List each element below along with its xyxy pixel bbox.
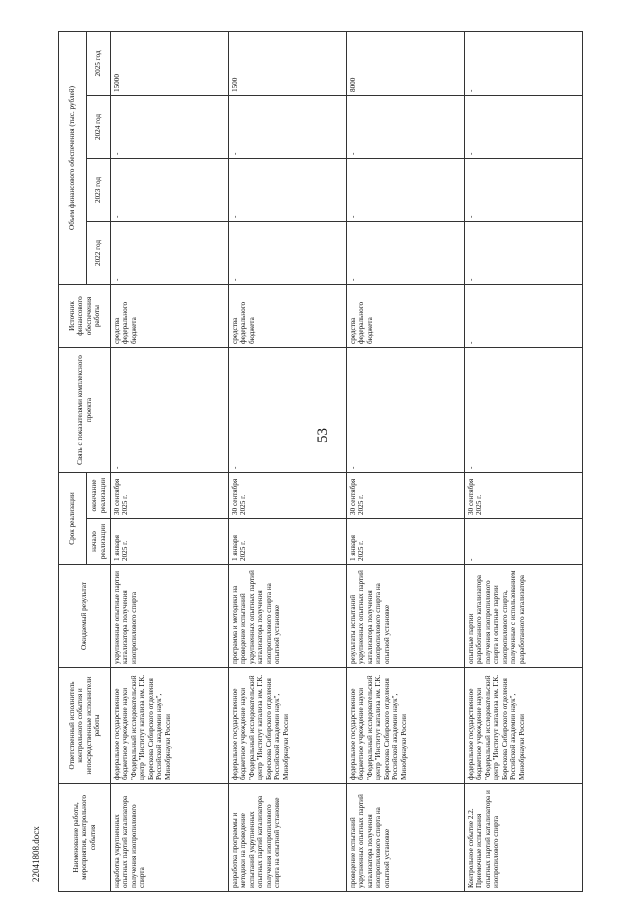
header-term-start: начало реализации bbox=[87, 519, 111, 565]
header-executor: Ответственный исполнитель контрольного события и непосредственные исполнители работы bbox=[59, 668, 111, 784]
cell-term-start: 1 января 2025 г. bbox=[229, 519, 347, 565]
cell-year-2023: - bbox=[347, 159, 465, 222]
cell-work-name: наработка укрупненных опытных партий катализатора получения изопропилового спирта bbox=[111, 784, 229, 892]
cell-executor: федеральное государственное бюджетное учреждение науки "Федеральный исследовательский центр "Институт катализа им. Г.К. Борескова Сибирского отделения Российской академии наук", Минобрнауки России bbox=[465, 668, 583, 784]
table-body bbox=[111, 31, 583, 891]
table-row bbox=[229, 31, 347, 891]
cell-link: - bbox=[111, 348, 229, 473]
header-year-2022: 2022 год bbox=[87, 222, 111, 285]
cell-year-2024: - bbox=[347, 96, 465, 159]
cell-year-2025: - bbox=[465, 31, 583, 95]
cell-work-name: разработка программы и методики на проведение испытаний укрупненных опытных партий катализатора получения изопропилового спирта на опытной установке bbox=[229, 784, 347, 892]
cell-year-2024: - bbox=[229, 96, 347, 159]
cell-year-2024: - bbox=[111, 96, 229, 159]
cell-year-2022: - bbox=[465, 222, 583, 285]
cell-source: - bbox=[465, 285, 583, 348]
cell-result: программа и методики на проведение испытаний укрупненных опытных партий катализатора получения изопропилового спирта на опытной установке bbox=[229, 565, 347, 668]
cell-result: результаты испытаний укрупненных опытных партий катализатора получения изопропилового спирта на опытной установке bbox=[347, 565, 465, 668]
cell-link: - bbox=[347, 348, 465, 473]
work-plan-table bbox=[58, 31, 583, 892]
header-work-name: Наименование работы, мероприятия, контрольного события bbox=[59, 784, 111, 892]
cell-year-2023: - bbox=[465, 159, 583, 222]
cell-result: опытные партии разработанного катализатора получения изопропилового спирта и опытные партии изопропилового спирта, полученные с использованием разработанного катализатора bbox=[465, 565, 583, 668]
table-row bbox=[347, 31, 465, 891]
cell-term-end: 30 сентября 2025 г. bbox=[347, 473, 465, 519]
rotated-table-wrapper bbox=[58, 32, 580, 892]
header-result: Ожидаемый результат bbox=[59, 565, 111, 668]
cell-term-end: 30 сентября 2025 г. bbox=[111, 473, 229, 519]
header-link: Связь с показателями комплексного проекта bbox=[59, 348, 111, 473]
cell-term-start: - bbox=[465, 519, 583, 565]
cell-term-end: 30 сентября 2025 г. bbox=[465, 473, 583, 519]
cell-link: - bbox=[229, 348, 347, 473]
cell-term-end: 30 сентября 2025 г. bbox=[229, 473, 347, 519]
cell-year-2025: 8000 bbox=[347, 31, 465, 95]
table-header bbox=[59, 31, 111, 891]
header-year-2025: 2025 год bbox=[87, 31, 111, 95]
cell-work-name: проведение испытаний укрупненных опытных партий катализатора получения изопропилового спирта на опытной установке bbox=[347, 784, 465, 892]
cell-term-start: 1 января 2025 г. bbox=[347, 519, 465, 565]
cell-executor: федеральное государственное бюджетное учреждение науки "Федеральный исследовательский центр "Институт катализа им. Г.К. Борескова Сибирского отделения Российской академии наук", Минобрнауки России bbox=[111, 668, 229, 784]
cell-year-2023: - bbox=[229, 159, 347, 222]
header-term: Срок реализации bbox=[59, 473, 87, 565]
cell-year-2022: - bbox=[229, 222, 347, 285]
cell-year-2022: - bbox=[347, 222, 465, 285]
page-number: 53 bbox=[315, 428, 331, 443]
table-row bbox=[111, 31, 229, 891]
cell-term-start: 1 января 2025 г. bbox=[111, 519, 229, 565]
cell-work-name: Контрольное событие 2.2. Приемочные испытания опытных партий катализатора и изопропилового спирта bbox=[465, 784, 583, 892]
header-term-end: окончание реализации bbox=[87, 473, 111, 519]
cell-executor: федеральное государственное бюджетное учреждение науки "Федеральный исследовательский центр "Институт катализа им. Г.К. Борескова Сибирского отделения Российской академии наук", Минобрнауки России bbox=[229, 668, 347, 784]
table-row bbox=[465, 31, 583, 891]
header-source: Источник финансового обеспечения работы bbox=[59, 285, 111, 348]
cell-source: средства федерального бюджета bbox=[111, 285, 229, 348]
header-year-2024: 2024 год bbox=[87, 96, 111, 159]
file-name: 22041808.docx bbox=[31, 826, 41, 882]
cell-year-2022: - bbox=[111, 222, 229, 285]
cell-year-2023: - bbox=[111, 159, 229, 222]
cell-year-2025: 1500 bbox=[229, 31, 347, 95]
cell-executor: федеральное государственное бюджетное учреждение науки "Федеральный исследовательский центр "Институт катализа им. Г.К. Борескова Сибирского отделения Российской академии наук", Минобрнауки России bbox=[347, 668, 465, 784]
cell-year-2024: - bbox=[465, 96, 583, 159]
cell-result: укрупненные опытные партии катализатора получения изопропилового спирта bbox=[111, 565, 229, 668]
cell-source: средства федерального бюджета bbox=[347, 285, 465, 348]
header-year-2023: 2023 год bbox=[87, 159, 111, 222]
cell-source: средства федерального бюджета bbox=[229, 285, 347, 348]
cell-year-2025: 15000 bbox=[111, 31, 229, 95]
header-finance: Объем финансового обеспечения (тыс. рублей) bbox=[59, 31, 87, 284]
cell-link: - bbox=[465, 348, 583, 473]
